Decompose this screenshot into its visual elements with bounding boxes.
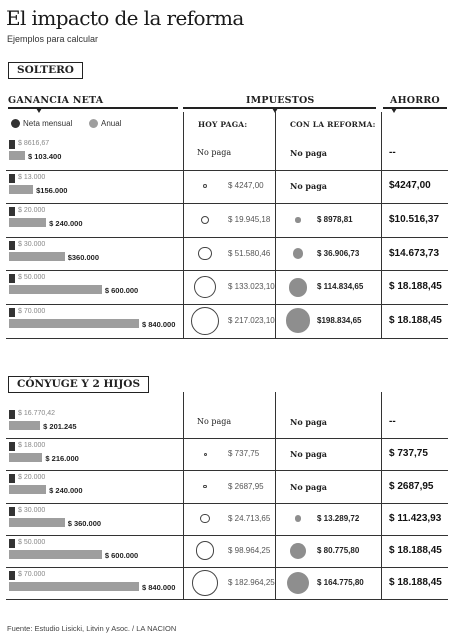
tax-today-circle (192, 570, 218, 596)
savings-value: -- (389, 416, 396, 428)
annual-value-label: $ 840.000 (142, 320, 176, 329)
savings-value: $ 18.188,45 (389, 544, 442, 556)
column-divider (183, 392, 184, 599)
monthly-value-label: $ 20.000 (18, 207, 46, 215)
page-subtitle: Ejemplos para calcular (7, 34, 99, 44)
monthly-bar (9, 507, 15, 516)
tax-reform-circle (286, 308, 311, 333)
row-divider (6, 567, 448, 568)
annual-bar (9, 151, 25, 160)
row-divider (6, 503, 448, 504)
row-divider (6, 237, 448, 238)
annual-value-label: $156.000 (36, 185, 68, 195)
legend-annual-dot-icon (89, 119, 98, 128)
tax-today-circle (194, 276, 216, 298)
monthly-bar (9, 308, 15, 317)
monthly-bar (9, 274, 15, 283)
tax-reform-value: No paga (290, 181, 327, 192)
tax-today-circle (196, 541, 215, 560)
annual-bar (9, 185, 33, 194)
monthly-value-label: $ 30.000 (18, 506, 46, 514)
column-divider (381, 392, 382, 599)
row-divider (6, 599, 448, 600)
annual-bar (9, 582, 139, 591)
section-title-soltero: SOLTERO (8, 62, 83, 79)
page-title: El impacto de la reforma (6, 6, 244, 30)
annual-value-label: $ 840.000 (142, 583, 176, 592)
tax-today-value: $ 737,75 (228, 449, 260, 459)
monthly-bar (9, 410, 15, 419)
tax-today-value: $ 217.023,10 (228, 315, 275, 325)
tax-reform-value: $ 13.289,72 (317, 513, 360, 523)
savings-value: $4247,00 (389, 180, 431, 192)
subheader-hoy-paga: HOY PAGA: (198, 120, 248, 129)
tax-reform-value: $ 8978,81 (317, 215, 353, 224)
savings-value: $ 11.423,93 (389, 512, 442, 524)
annual-bar (9, 550, 102, 559)
tax-today-circle (200, 514, 209, 523)
row-divider (6, 438, 448, 439)
legend-monthly-label: Neta mensual (23, 119, 73, 128)
savings-value: $ 2687,95 (389, 480, 434, 492)
header-rule-impuestos (183, 107, 376, 109)
monthly-bar (9, 474, 15, 483)
tax-today-circle (191, 307, 219, 335)
monthly-bar (9, 539, 15, 548)
annual-value-label: $360.000 (67, 252, 99, 262)
column-header-ahorro: AHORRO (390, 95, 440, 106)
monthly-value-label: $ 20.000 (18, 474, 46, 482)
tax-today-circle (203, 184, 207, 188)
annual-bar (9, 453, 42, 462)
tax-reform-value: No paga (290, 481, 327, 492)
tax-reform-value: $ 80.775,80 (317, 545, 360, 555)
annual-value-label: $ 240.000 (49, 486, 83, 496)
monthly-bar (9, 442, 15, 451)
tax-reform-circle (295, 515, 301, 521)
row-divider (6, 470, 448, 471)
tax-today-value: $ 19.945,18 (228, 215, 271, 224)
tax-reform-circle (289, 278, 308, 297)
tax-today-value: No paga (197, 417, 232, 427)
subheader-con-reforma: CON LA REFORMA: (290, 120, 376, 129)
tax-reform-value: $198.834,65 (317, 315, 362, 325)
monthly-value-label: $ 70.000 (18, 571, 46, 578)
header-rule-ganancia (8, 107, 178, 109)
savings-value: $ 737,75 (389, 448, 428, 460)
annual-bar (9, 252, 65, 261)
annual-value-label: $ 600.000 (104, 550, 139, 560)
savings-value: -- (389, 146, 396, 158)
savings-value: $ 18.188,45 (389, 314, 442, 326)
legend-annual-label: Anual (101, 119, 122, 128)
annual-bar (9, 218, 46, 227)
tax-today-value: $ 4247,00 (228, 181, 264, 191)
monthly-value-label: $ 16.770,42 (18, 410, 55, 417)
tax-reform-value: $ 114.834,65 (317, 282, 364, 292)
annual-value-label: $ 103.400 (28, 152, 62, 161)
annual-bar (9, 518, 65, 527)
monthly-value-label: $ 30.000 (18, 240, 46, 248)
tax-today-circle (204, 453, 207, 456)
annual-value-label: $ 216.000 (45, 454, 79, 464)
monthly-bar (9, 140, 15, 149)
monthly-bar (9, 241, 15, 250)
tax-reform-circle (287, 572, 310, 595)
source-footer: Fuente: Estudio Lisicki, Litvin y Asoc. / LA NACION (7, 624, 177, 633)
tax-today-circle (198, 247, 212, 261)
annual-value-label: $ 201.245 (43, 422, 77, 431)
annual-bar (9, 421, 40, 430)
tax-today-value: $ 133.023,10 (228, 282, 275, 292)
tax-reform-value: No paga (290, 449, 327, 460)
savings-value: $ 18.188,45 (389, 577, 442, 589)
tax-today-value: $ 51.580,46 (228, 248, 271, 258)
column-divider (275, 392, 276, 599)
monthly-value-label: $ 8616,67 (18, 140, 50, 147)
savings-value: $14.673,73 (389, 247, 440, 259)
annual-value-label: $ 360.000 (67, 518, 102, 528)
row-divider (6, 170, 448, 171)
monthly-bar (9, 207, 15, 216)
tax-reform-value: No paga (290, 147, 327, 158)
annual-bar (9, 485, 46, 494)
column-header-impuestos: IMPUESTOS (246, 95, 315, 106)
monthly-value-label: $ 70.000 (18, 308, 46, 315)
savings-value: $10.516,37 (389, 214, 440, 225)
row-divider (6, 535, 448, 536)
savings-value: $ 18.188,45 (389, 281, 442, 293)
tax-today-value: No paga (197, 147, 232, 157)
row-divider (6, 338, 448, 339)
row-divider (6, 203, 448, 204)
tax-reform-value: $ 164.775,80 (317, 578, 364, 588)
pointer-ganancia-icon (36, 108, 42, 113)
pointer-ahorro-icon (391, 108, 397, 113)
monthly-value-label: $ 13.000 (18, 173, 46, 181)
tax-today-value: $ 98.964,25 (228, 545, 271, 555)
tax-today-value: $ 2687,95 (228, 481, 264, 491)
column-header-ganancia: GANANCIA NETA (8, 95, 104, 106)
monthly-value-label: $ 50.000 (18, 538, 46, 546)
annual-bar (9, 319, 139, 328)
tax-today-circle (201, 216, 209, 224)
monthly-bar (9, 174, 15, 183)
tax-today-value: $ 182.964,25 (228, 578, 275, 588)
tax-reform-circle (293, 248, 304, 259)
row-divider (6, 304, 448, 305)
tax-reform-value: No paga (290, 417, 327, 428)
monthly-value-label: $ 18.000 (18, 442, 46, 450)
legend-monthly-dot-icon (11, 119, 20, 128)
annual-value-label: $ 240.000 (49, 219, 83, 229)
tax-reform-value: $ 36.906,73 (317, 248, 360, 258)
annual-bar (9, 285, 102, 294)
tax-today-circle (203, 485, 206, 488)
annual-value-label: $ 600.000 (104, 286, 139, 296)
monthly-bar (9, 571, 15, 580)
tax-today-value: $ 24.713,65 (228, 513, 271, 523)
monthly-value-label: $ 50.000 (18, 274, 46, 282)
section-title-conyuge: CÓNYUGE Y 2 HIJOS (8, 376, 149, 393)
row-divider (6, 270, 448, 271)
tax-reform-circle (290, 543, 306, 559)
tax-reform-circle (295, 217, 300, 222)
